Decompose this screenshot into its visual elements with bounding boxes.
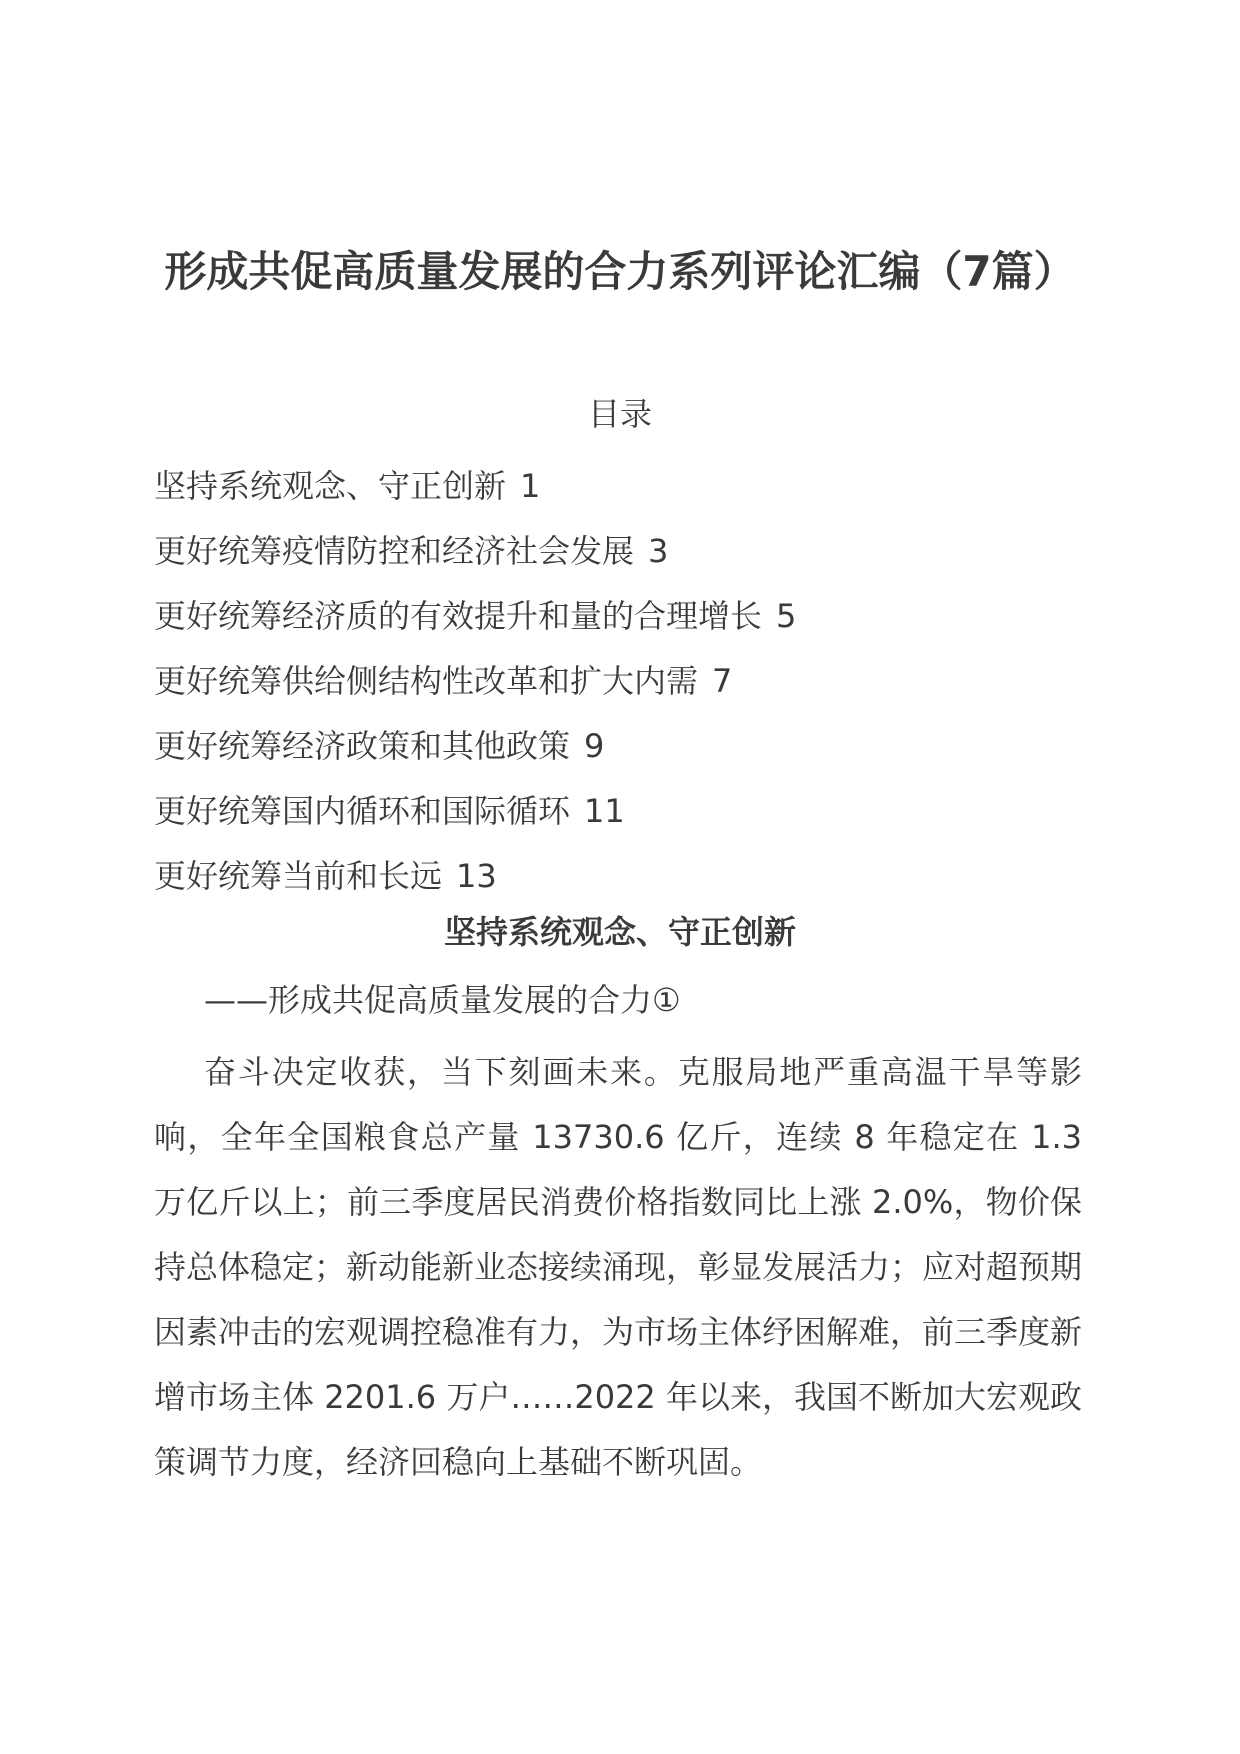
- toc-item[interactable]: [154, 714, 1094, 779]
- toc-item[interactable]: [154, 519, 1094, 584]
- section-title: 坚持系统观念、守正创新: [443, 913, 796, 951]
- toc-item-page: 13: [456, 857, 497, 895]
- document-title: 形成共促高质量发展的合力系列评论汇编（7篇）: [164, 247, 1076, 296]
- toc-item-label: 更好统筹国内循环和国际循环: [154, 792, 571, 830]
- table-of-contents: [154, 454, 1094, 909]
- toc-item[interactable]: [154, 584, 1094, 649]
- toc-item[interactable]: [154, 779, 1094, 844]
- toc-item-page: 7: [712, 662, 733, 700]
- toc-item-label: 更好统筹经济质的有效提升和量的合理增长: [154, 597, 763, 635]
- toc-item-label: 坚持系统观念、守正创新: [154, 467, 507, 505]
- toc-item-label: 更好统筹供给侧结构性改革和扩大内需: [154, 662, 699, 700]
- toc-item-label: 更好统筹当前和长远: [154, 857, 443, 895]
- toc-item-page: 3: [648, 532, 669, 570]
- toc-item-label: 更好统筹疫情防控和经济社会发展: [154, 532, 635, 570]
- toc-heading: 目录: [587, 395, 652, 433]
- toc-item-label: 更好统筹经济政策和其他政策: [154, 727, 571, 765]
- toc-item[interactable]: [154, 454, 1094, 519]
- toc-item-page: 5: [776, 597, 797, 635]
- toc-item[interactable]: [154, 649, 1094, 714]
- toc-item[interactable]: [154, 844, 1094, 909]
- toc-item-page: 9: [584, 727, 605, 765]
- section-subtitle: ——形成共促高质量发展的合力①: [204, 981, 681, 1019]
- toc-item-page: 11: [584, 792, 625, 830]
- toc-item-page: 1: [520, 467, 541, 505]
- body-paragraph: 奋斗决定收获，当下刻画未来。克服局地严重高温干旱等影响，全年全国粮食总产量 13730.6 亿斤，连续 8 年稳定在 1.3 万亿斤以上；前三季度居民消费价格指数同比上涨 2.0%，物价保持总体稳定；新动能新业态接续涌现，彰显发展活力；应对超预期因素冲击的宏观调控稳准有力，为市场主体纾困解难，前三季度新增市场主体 2201.6 万户……2022 年以来，我国不断加大宏观政策调节力度，经济回稳向上基础不断巩固。: [154, 1053, 1083, 1481]
